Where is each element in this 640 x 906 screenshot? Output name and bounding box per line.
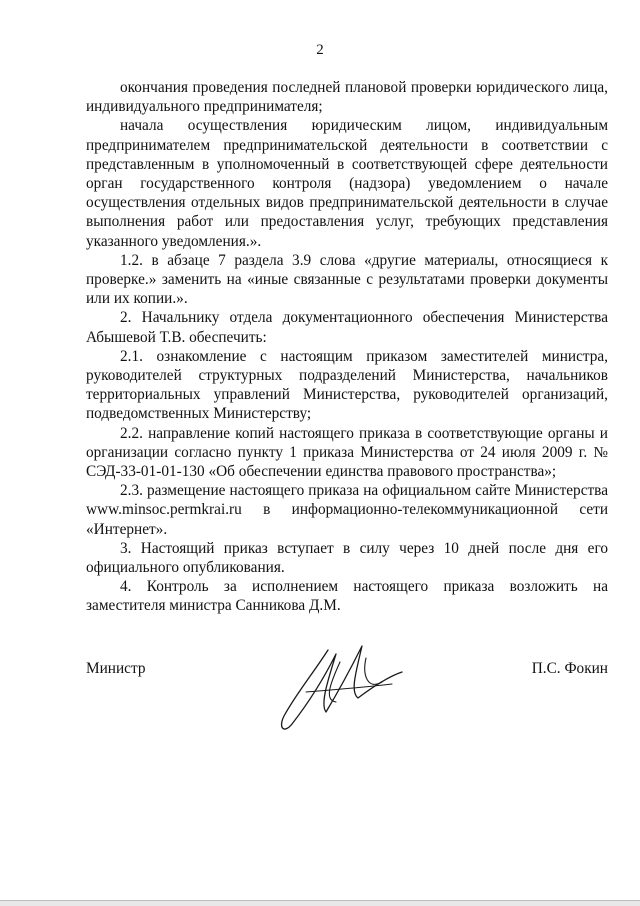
paragraph: начала осуществления юридическим лицом, индивидуальным предпринимателем предпринимательской деятельности в соответствии с представленным в уполномоченный в соответствующей сфере деятельности орган государственного контроля (надзора) уведомлением о начале осуществления отдельных видов предпринимательской деятельности в случае выполнения работ или предоставления услуг, требующих представления указанного уведомления.». — [86, 117, 608, 250]
paragraph: 2.3. размещение настоящего приказа на официальном сайте Министерства www.minsoc.permkrai.ru в информационно-телекоммуникационной сети «Интернет». — [86, 482, 608, 538]
paragraph: 2.1. ознакомление с настоящим приказом заместителей министра, руководителей структурных подразделений Министерства, начальников территориальных управлений Министерства, руководителей организаций, подведомственных Министерству; — [86, 347, 608, 423]
paragraph: 2.2. направление копий настоящего приказа в соответствующие органы и организации согласно пункту 1 приказа Министерства от 24 июля 2009 г. № СЭД-33-01-01-130 «Об обеспечении единства правового пространства»; — [86, 424, 608, 481]
handwritten-signature — [270, 632, 410, 742]
document-body — [86, 78, 608, 616]
scan-bottom-edge — [0, 900, 640, 906]
page-number: 2 — [316, 42, 324, 58]
paragraph: 4. Контроль за исполнением настоящего приказа возложить на заместителя министра Санникова Д.М. — [86, 578, 608, 615]
paragraph: окончания проведения последней плановой проверки юридического лица, индивидуального предпринимателя; — [86, 79, 608, 116]
paragraph: 2. Начальнику отдела документационного обеспечения Министерства Абышевой Т.В. обеспечить: — [86, 309, 608, 346]
paragraph: 3. Настоящий приказ вступает в силу через 10 дней после дня его официального опубликования. — [86, 539, 608, 577]
signatory-role: Министр — [86, 660, 146, 677]
paragraph: 1.2. в абзаце 7 раздела 3.9 слова «другие материалы, относящиеся к проверке.» заменить на «иные связанные с результатами проверки документы или их копии.». — [86, 251, 608, 308]
signatory-name: П.С. Фокин — [531, 660, 608, 677]
